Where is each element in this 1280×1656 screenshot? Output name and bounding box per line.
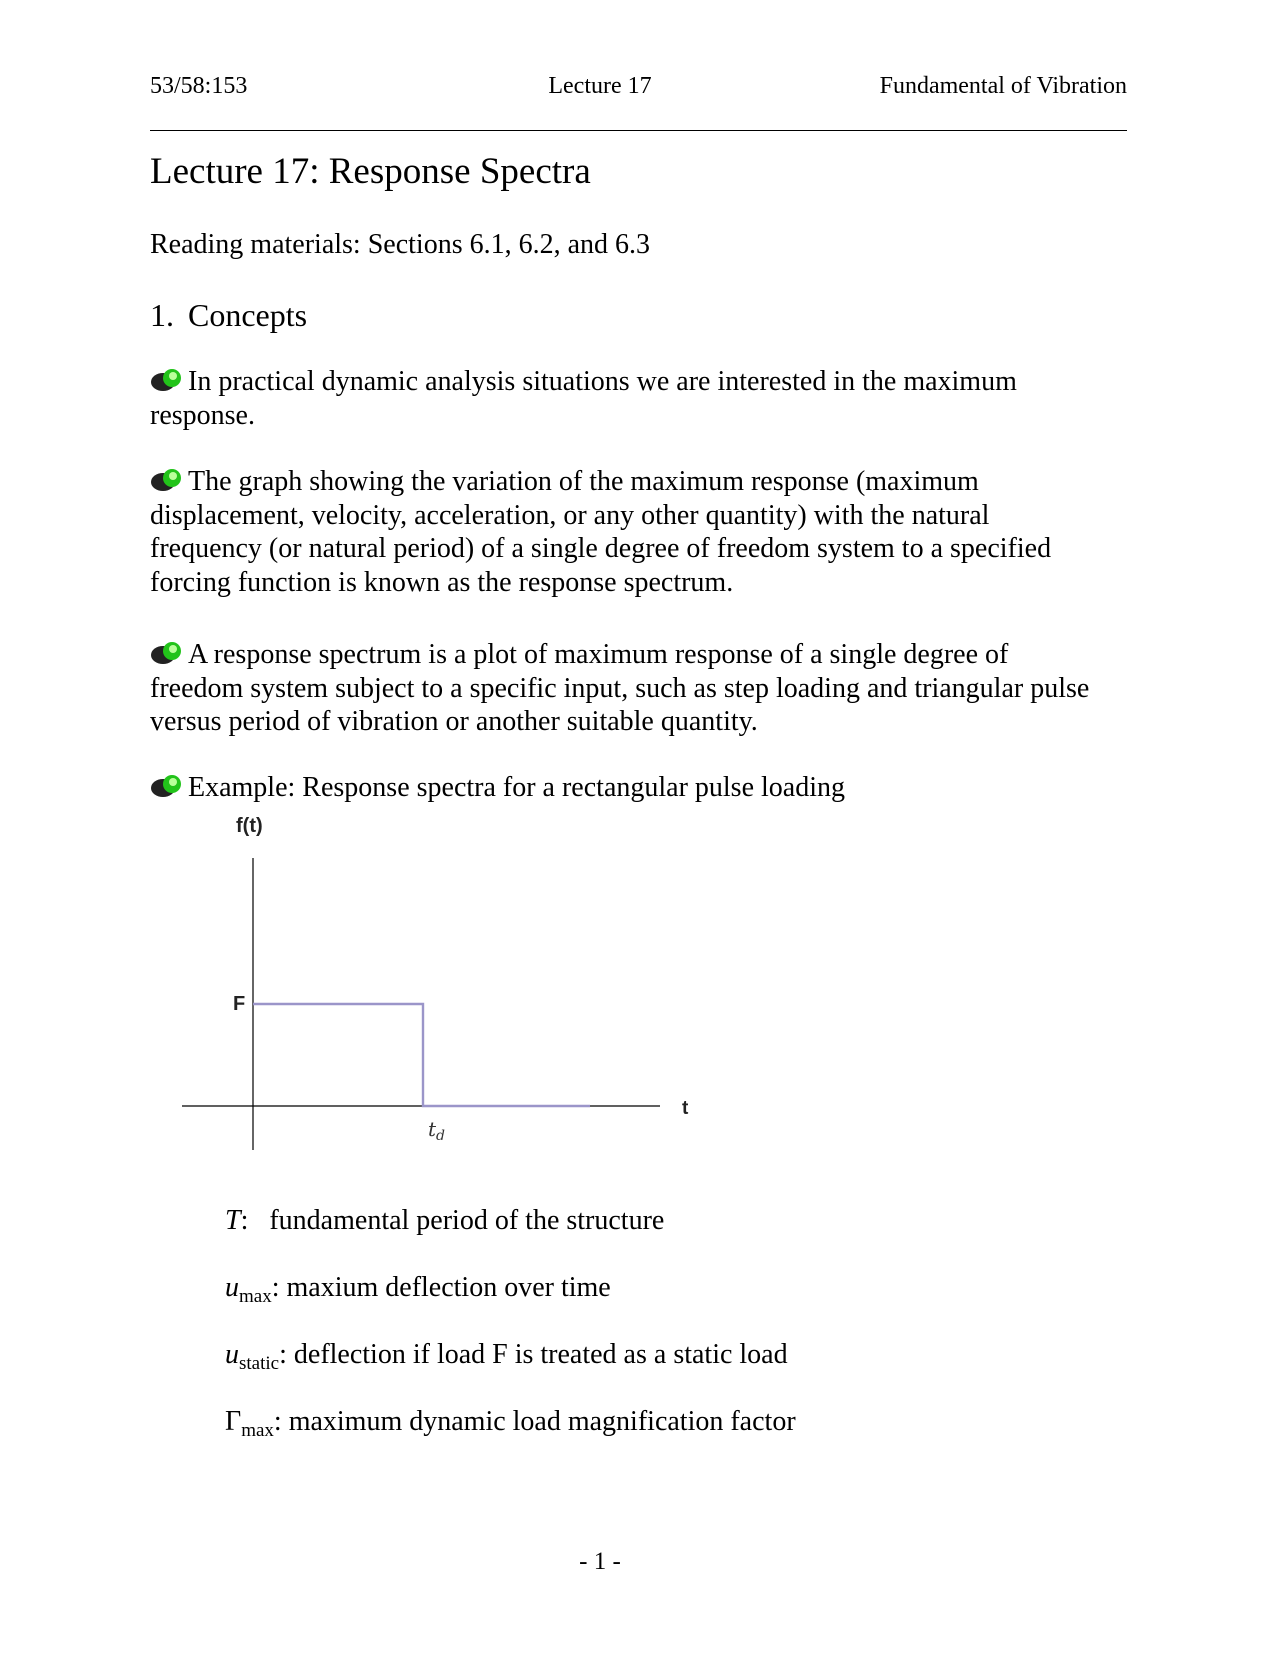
section-heading [150,296,307,334]
bullet-text: In practical dynamic analysis situations we are interested in the maximum response. [150,366,1017,431]
definition-umax [225,1271,611,1309]
pulse-waveform [253,1004,590,1106]
definition-symbol: T [225,1205,241,1236]
header-rule [150,130,1127,131]
duration-subscript: d [436,1128,446,1144]
rectangular-pulse-figure [170,808,710,1153]
header-subject: Fundamental of Vibration [879,73,1127,99]
definition-period [225,1204,664,1238]
definition-subscript: max [241,1420,274,1441]
definition-separator: : [273,1406,282,1437]
definition-ustatic [225,1338,788,1376]
definition-separator: : [271,1272,280,1303]
figure-x-label: t [682,1098,689,1119]
header-lecture: Lecture 17 [548,73,652,99]
section-number: 1. [150,297,174,333]
green-ball-bullet-icon [150,467,184,493]
definition-separator: : [240,1205,249,1236]
figure-amplitude-label: F [233,993,246,1015]
definition-text: maximum dynamic load magnification factor [281,1406,796,1437]
duration-symbol: t [428,1117,437,1141]
page-number: - 1 - [579,1548,621,1575]
bullet-paragraph [150,638,1100,739]
definition-gamma-max [225,1405,796,1443]
definition-text: fundamental period of the structure [248,1205,665,1236]
definition-symbol: u [225,1339,239,1370]
definition-separator: : [279,1339,287,1370]
green-ball-bullet-icon [150,367,184,393]
figure-y-label: f(t) [236,815,263,837]
page-title: Lecture 17: Response Spectra [150,151,591,192]
bullet-text: The graph showing the variation of the maximum response (maximum displacement, velocity, acceleration, or any other quantity) with the natural frequency (or natural period) of a single degree of freedom system to a specified forcing function is known as the response spectrum. [150,466,1052,598]
bullet-text: A response spectrum is a plot of maximum response of a single degree of freedom system subject to a specific input, such as step loading and triangular pulse versus period of vibration or another suitable quantity. [150,639,1090,737]
bullet-paragraph [150,771,1100,805]
reading-materials: Reading materials: Sections 6.1, 6.2, and 6.3 [150,229,651,260]
bullet-paragraph [150,465,1100,599]
definition-subscript: static [239,1353,280,1374]
definition-text: maxium deflection over time [279,1272,611,1303]
figure-duration-label [428,1117,445,1144]
definition-text: deflection if load F is treated as a static load [286,1339,788,1370]
bullet-text: Example: Response spectra for a rectangular pulse loading [188,772,845,803]
green-ball-bullet-icon [150,640,184,666]
definition-symbol: u [225,1272,239,1303]
section-title: Concepts [188,297,308,333]
definition-subscript: max [239,1286,272,1307]
definition-symbol: Γ [225,1406,242,1437]
header-course: 53/58:153 [150,73,248,99]
green-ball-bullet-icon [150,773,184,799]
bullet-paragraph [150,365,1100,432]
